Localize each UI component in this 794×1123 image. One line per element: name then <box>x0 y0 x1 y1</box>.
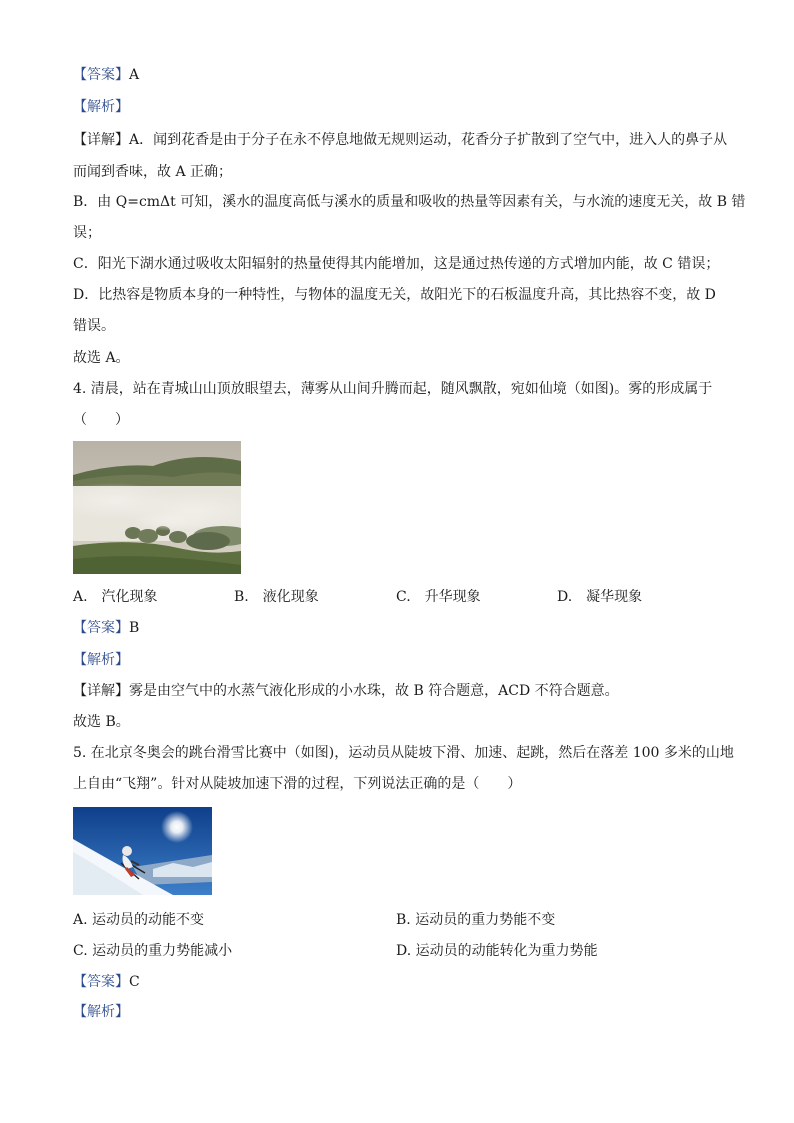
q5-option-a: A. 运动员的动能不变 <box>73 912 205 928</box>
q5-stem-line2: 上自由“飞翔”。针对从陡坡加速下滑的过程，下列说法正确的是（ ） <box>73 776 522 792</box>
answer-value: B <box>129 620 140 636</box>
answer-value: A <box>129 67 140 83</box>
detail-text: A．闻到花香是由于分子在永不停息地做无规则运动，花香分子扩散到了空气中，进入人的鼻子从 <box>129 132 728 148</box>
q3-b-line1: B．由 Q=cmΔt 可知，溪水的温度高低与溪水的质量和吸收的热量等因素有关，与水流的速度无关，故 B 错 <box>73 194 746 210</box>
answer-label: 【答案】 <box>73 974 129 990</box>
answer-value: C <box>129 974 140 990</box>
q3-detail-line2: 而闻到香味，故 A 正确； <box>73 164 233 180</box>
q3-answer <box>73 65 139 85</box>
q5-option-d: D. 运动员的动能转化为重力势能 <box>396 943 598 959</box>
q4-answer <box>73 618 139 638</box>
q3-detail-line1 <box>73 130 727 150</box>
q4-detail <box>73 681 619 701</box>
q4-analysis-label: 【解析】 <box>73 652 129 668</box>
q3-analysis-label: 【解析】 <box>73 99 129 115</box>
q4-conclusion: 故选 B。 <box>73 714 130 730</box>
q3-b-line2: 误； <box>73 225 101 241</box>
q4-stem-line1: 4. 清晨，站在青城山山顶放眼望去，薄雾从山间升腾而起，随风飘散，宛如仙境（如图)。雾的形成属于 <box>73 381 713 397</box>
q4-option-a: A. 汽化现象 <box>73 589 158 605</box>
detail-label: 【详解】 <box>73 132 129 148</box>
q4-stem-line2: （ ） <box>73 412 129 428</box>
ski-jumper-photo <box>73 807 212 895</box>
detail-label: 【详解】 <box>73 683 129 699</box>
q5-option-c: C. 运动员的重力势能减小 <box>73 943 233 959</box>
q5-answer <box>73 972 140 992</box>
q5-analysis-label: 【解析】 <box>73 1004 129 1020</box>
answer-label: 【答案】 <box>73 67 129 83</box>
detail-text: 雾是由空气中的水蒸气液化形成的小水珠，故 B 符合题意，ACD 不符合题意。 <box>129 683 619 699</box>
q4-option-d: D. 凝华现象 <box>557 589 643 605</box>
answer-label: 【答案】 <box>73 620 129 636</box>
fog-mountain-photo <box>73 441 241 574</box>
q3-d-line2: 错误。 <box>73 318 115 334</box>
q5-option-b: B. 运动员的重力势能不变 <box>396 912 556 928</box>
q5-stem-line1: 5. 在北京冬奥会的跳台滑雪比赛中（如图)，运动员从陡坡下滑、加速、起跳，然后在落差 100 多米的山地 <box>73 745 734 761</box>
q3-c-line: C．阳光下湖水通过吸收太阳辐射的热量使得其内能增加，这是通过热传递的方式增加内能，故 C 错误； <box>73 256 720 272</box>
q4-option-b: B. 液化现象 <box>234 589 319 605</box>
q4-option-c: C. 升华现象 <box>396 589 481 605</box>
q3-conclusion: 故选 A。 <box>73 350 130 366</box>
q3-d-line1: D．比热容是物质本身的一种特性，与物体的温度无关，故阳光下的石板温度升高，其比热容不变，故 D <box>73 287 716 303</box>
